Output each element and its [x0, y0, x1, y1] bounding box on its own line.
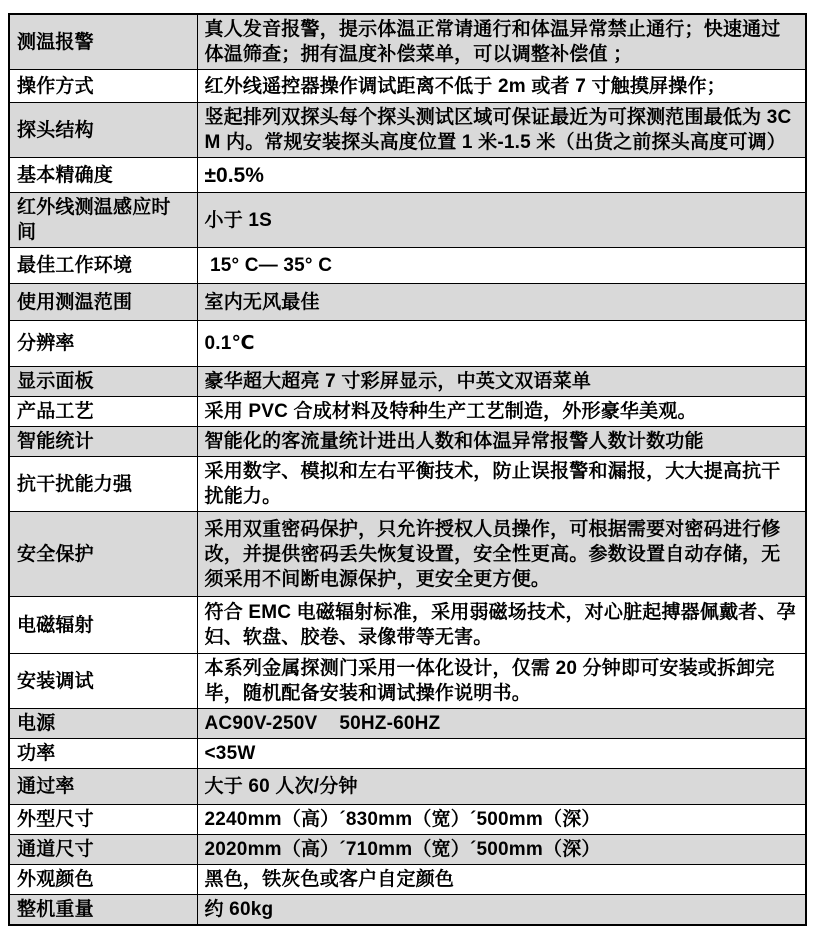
spec-value: 采用双重密码保护，只允许授权人员操作，可根据需要对密码进行修改，并提供密码丢失恢复设置，安全性更高。参数设置自动存储，无须采用不间断电源保护，更安全更方便。	[197, 512, 806, 597]
table-row	[9, 865, 806, 895]
table-row	[9, 895, 806, 926]
spec-label: 整机重量	[9, 895, 197, 926]
spec-value: 本系列金属探测门采用一体化设计，仅需 20 分钟即可安装或拆卸完毕，随机配备安装和调试操作说明书。	[197, 654, 806, 709]
table-row	[9, 805, 806, 835]
spec-label: 通道尺寸	[9, 835, 197, 865]
spec-value: 约 60kg	[197, 895, 806, 926]
spec-value: 2020mm（高）´710mm（宽）´500mm（深）	[197, 835, 806, 865]
table-row	[9, 457, 806, 512]
table-row	[9, 769, 806, 805]
spec-value: 室内无风最佳	[197, 284, 806, 321]
table-row	[9, 14, 806, 70]
table-row	[9, 654, 806, 709]
spec-value: 智能化的客流量统计进出人数和体温异常报警人数计数功能	[197, 427, 806, 457]
spec-value: 竖起排列双探头每个探头测试区域可保证最近为可探测范围最低为 3CM 内。常规安装探头高度位置 1 米-1.5 米（出货之前探头高度可调）	[197, 103, 806, 158]
spec-label: 操作方式	[9, 70, 197, 103]
spec-value: 小于 1S	[197, 193, 806, 248]
table-row	[9, 512, 806, 597]
spec-value: 黑色，铁灰色或客户自定颜色	[197, 865, 806, 895]
table-row	[9, 103, 806, 158]
spec-label: 分辨率	[9, 321, 197, 367]
table-row	[9, 70, 806, 103]
spec-label: 安全保护	[9, 512, 197, 597]
spec-label: 抗干扰能力强	[9, 457, 197, 512]
table-row	[9, 321, 806, 367]
spec-label: 测温报警	[9, 14, 197, 70]
table-row	[9, 709, 806, 739]
table-row	[9, 248, 806, 284]
table-row	[9, 739, 806, 769]
spec-table	[8, 13, 807, 926]
table-row	[9, 397, 806, 427]
table-row	[9, 193, 806, 248]
spec-value: 豪华超大超亮 7 寸彩屏显示，中英文双语菜单	[197, 367, 806, 397]
spec-value: 大于 60 人次/分钟	[197, 769, 806, 805]
table-row	[9, 427, 806, 457]
spec-value: AC90V-250V 50HZ-60HZ	[197, 709, 806, 739]
spec-label: 安装调试	[9, 654, 197, 709]
spec-value: 2240mm（高）´830mm（宽）´500mm（深）	[197, 805, 806, 835]
spec-label: 显示面板	[9, 367, 197, 397]
spec-label: 红外线测温感应时间	[9, 193, 197, 248]
spec-label: 基本精确度	[9, 158, 197, 193]
spec-label: 外型尺寸	[9, 805, 197, 835]
table-row	[9, 597, 806, 654]
spec-label: 最佳工作环境	[9, 248, 197, 284]
spec-label: 电源	[9, 709, 197, 739]
spec-value: 采用 PVC 合成材料及特种生产工艺制造，外形豪华美观。	[197, 397, 806, 427]
spec-value: 真人发音报警，提示体温正常请通行和体温异常禁止通行；快速通过体温筛查；拥有温度补偿菜单，可以调整补偿值 ；	[197, 14, 806, 70]
spec-value: 15° C— 35° C	[197, 248, 806, 284]
spec-label: 电磁辐射	[9, 597, 197, 654]
table-row	[9, 158, 806, 193]
spec-label: 功率	[9, 739, 197, 769]
table-row	[9, 367, 806, 397]
spec-label: 探头结构	[9, 103, 197, 158]
spec-label: 通过率	[9, 769, 197, 805]
spec-label: 产品工艺	[9, 397, 197, 427]
spec-label: 使用测温范围	[9, 284, 197, 321]
spec-value: <35W	[197, 739, 806, 769]
spec-label: 外观颜色	[9, 865, 197, 895]
spec-value: 红外线遥控器操作调试距离不低于 2m 或者 7 寸触摸屏操作；	[197, 70, 806, 103]
spec-value: 符合 EMC 电磁辐射标准，采用弱磁场技术，对心脏起搏器佩戴者、孕妇、软盘、胶卷、录像带等无害。	[197, 597, 806, 654]
spec-label: 智能统计	[9, 427, 197, 457]
table-row	[9, 284, 806, 321]
spec-table-body	[9, 14, 806, 925]
table-row	[9, 835, 806, 865]
spec-value: 0.1℃	[197, 321, 806, 367]
spec-value: ±0.5%	[197, 158, 806, 193]
spec-value: 采用数字、模拟和左右平衡技术，防止误报警和漏报，大大提高抗干扰能力。	[197, 457, 806, 512]
